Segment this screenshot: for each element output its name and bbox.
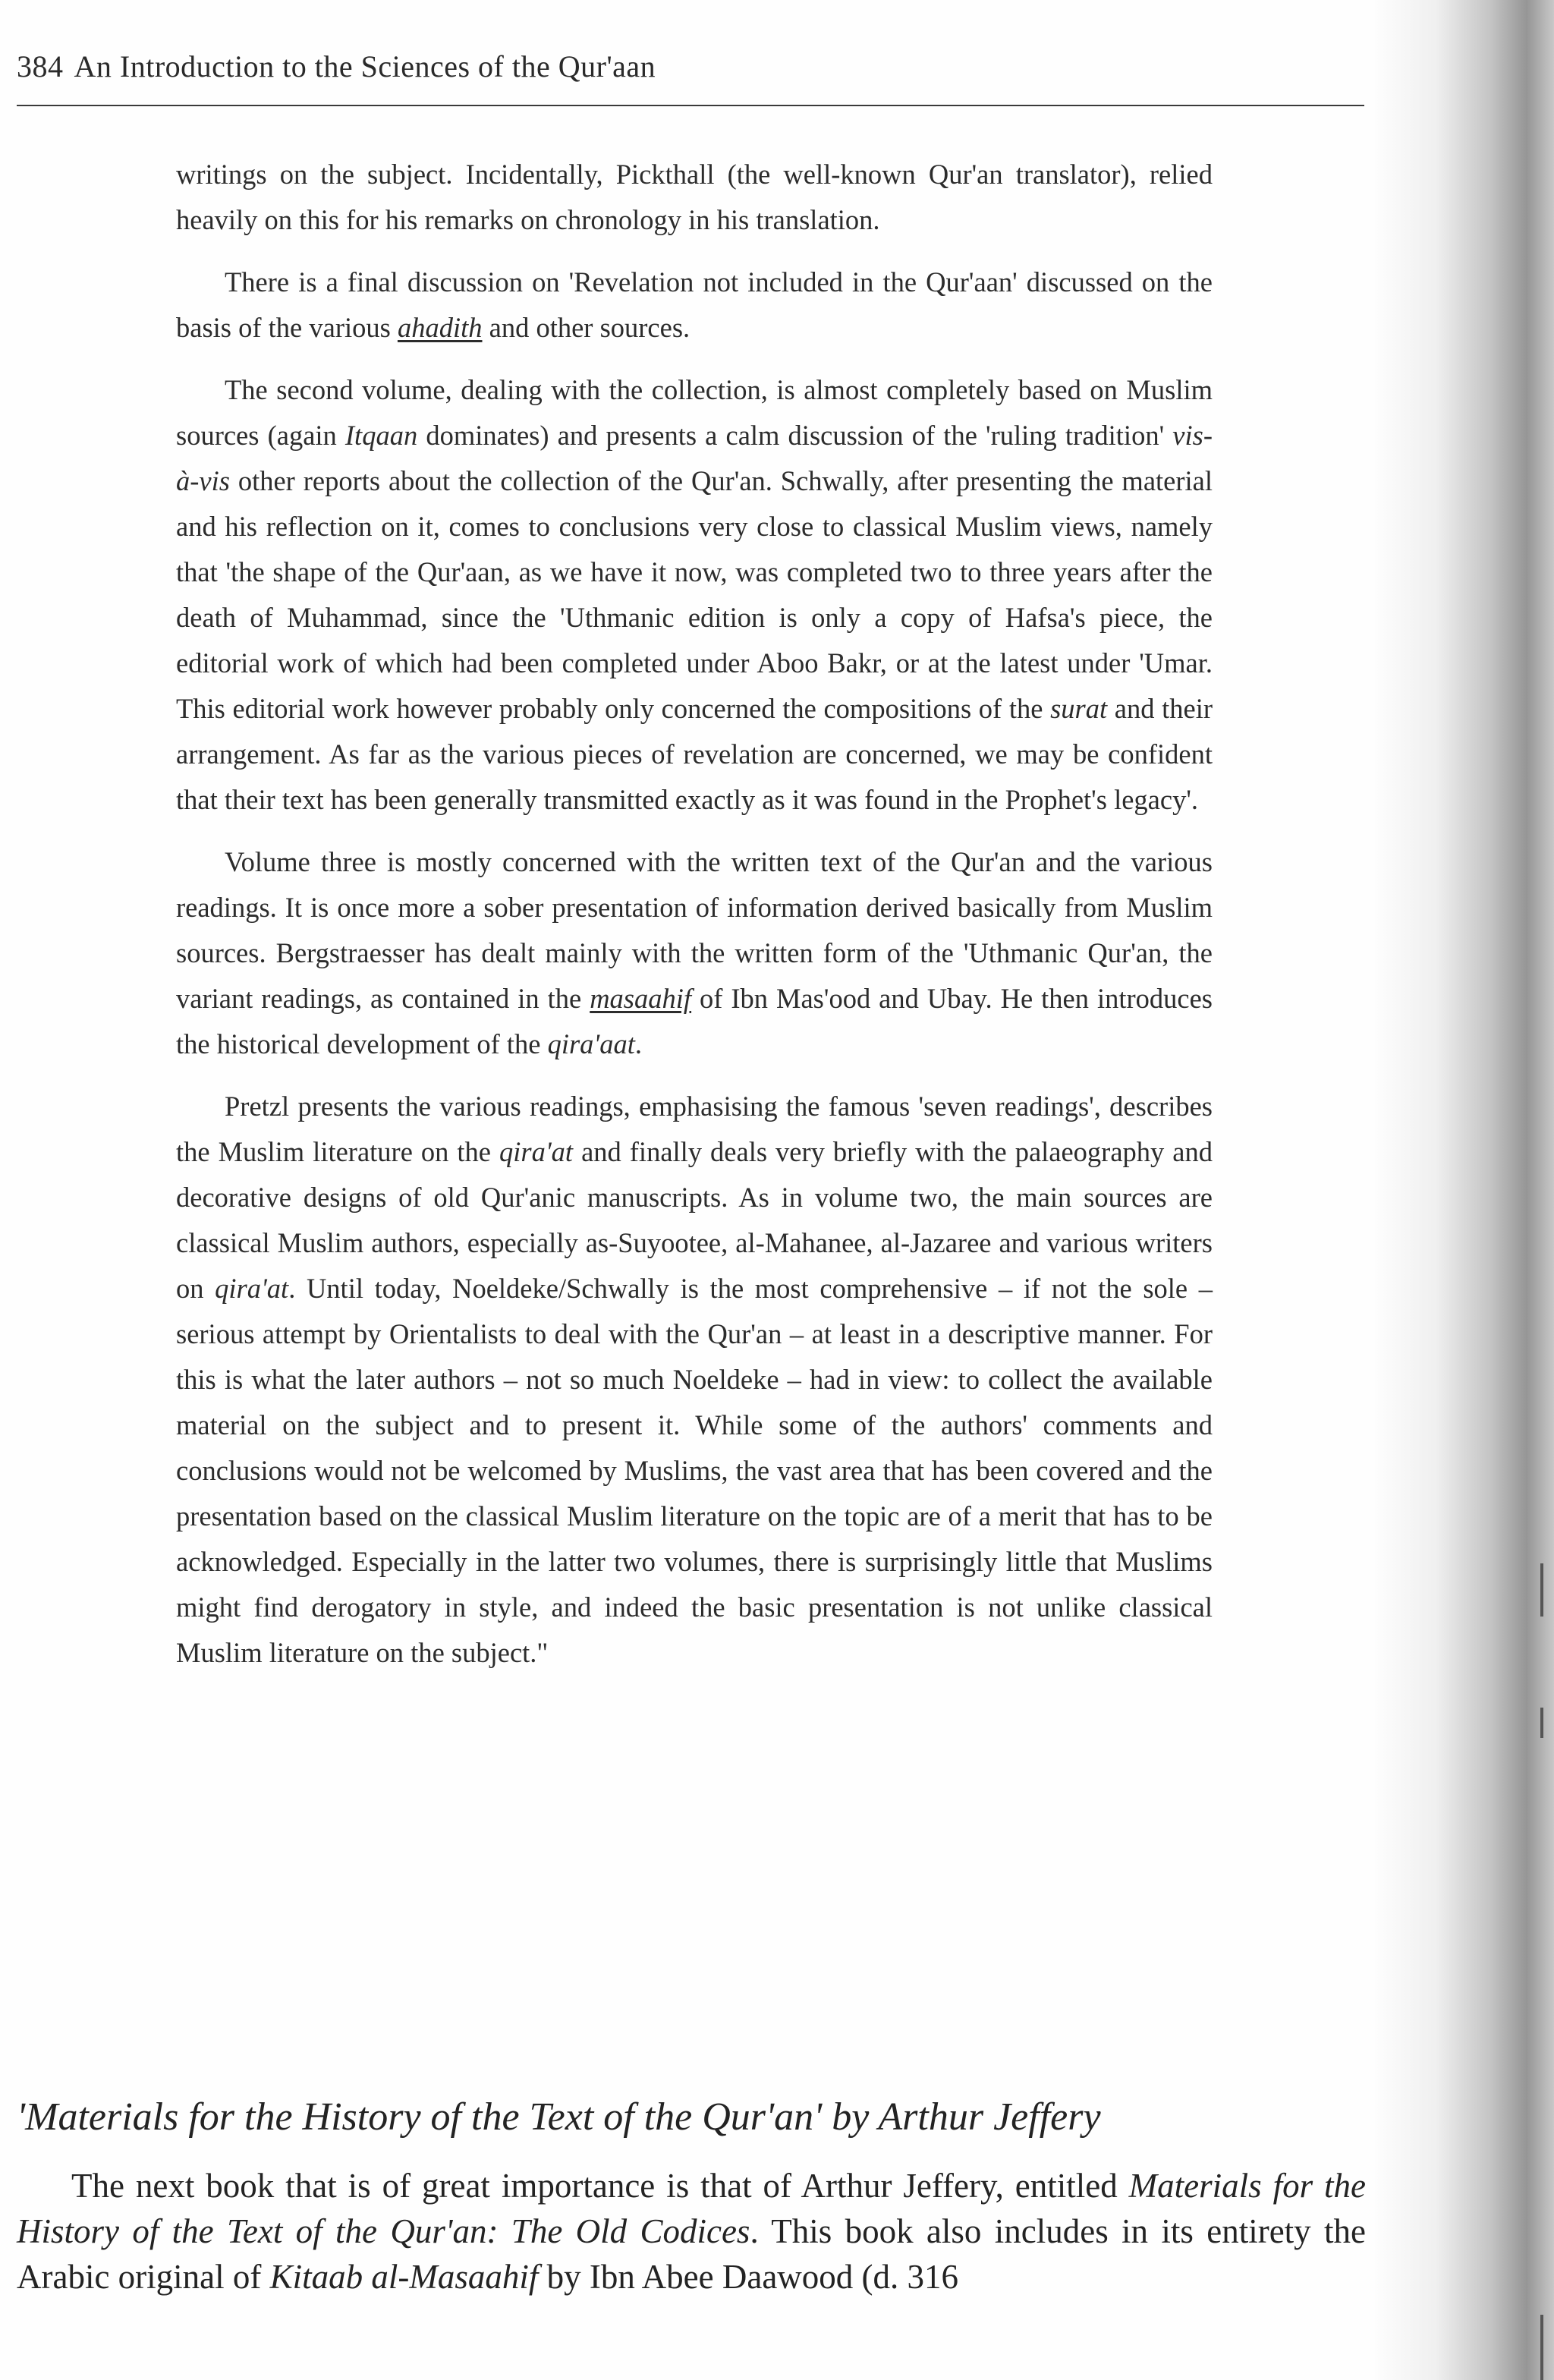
section-heading: 'Materials for the History of the Text of the Qur'an' by Arthur Jeffery	[17, 2095, 1101, 2139]
text-run: .	[634, 1028, 642, 1059]
quote-paragraph-1	[176, 152, 1213, 243]
italic-term: surat	[1050, 693, 1108, 724]
text-run: dominates) and presents a calm discussion of the 'ruling tradition'	[417, 420, 1173, 451]
text-run: other reports about the collection of the Qur'an. Schwally, after presenting the material and his reflection on it, comes to conclusions very close to classical Muslim views, namely that 'the shape of the Qur'aan, as we have it now, was completed two to three years after the death of Muhammad, since the 'Uthmanic edition is only a copy of Hafsa's piece, the editorial work of which had been completed under Aboo Bakr, or at the latest under 'Umar. This editorial work however probably only concerned the compositions of the	[176, 465, 1213, 724]
text-run: Volume three is mostly concerned with the written text of the Qur'an and the various readings. It is once more a sober presentation of information derived basically from Muslim sources. Bergstraesser has dealt mainly with the written form of the 'Uthmanic Qur'an, the variant readings, as contained in the	[176, 846, 1213, 1014]
quote-paragraph-4	[176, 839, 1213, 1067]
italic-term: Itqaan	[344, 420, 418, 451]
scan-margin-mark	[1540, 1708, 1543, 1738]
text-run: Pretzl presents the various readings, emphasising the famous 'seven readings', describes the Muslim literature on the	[176, 1091, 1213, 1167]
page-number: 384	[17, 49, 64, 83]
quote-paragraph-3	[176, 367, 1213, 823]
text-run: . This book also includes in its entirety the Arabic original of	[17, 2212, 1366, 2296]
text-run: by Ibn Abee Daawood (d. 316	[538, 2258, 959, 2296]
quote-paragraph-5	[176, 1084, 1213, 1676]
italic-term: ahadith	[397, 312, 483, 343]
scan-margin-mark	[1540, 2315, 1543, 2380]
text-run: The next book that is of great importance is that of Arthur Jeffery, entitled	[71, 2167, 1129, 2205]
body-paragraph-1	[17, 2163, 1366, 2300]
italic-term: masaahif	[590, 983, 692, 1014]
quote-paragraph-2	[176, 260, 1213, 351]
block-quote	[176, 152, 1213, 1692]
italic-title: Kitaab al-Masaahif	[269, 2258, 539, 2296]
italic-term: qira'at	[215, 1273, 289, 1304]
header-rule	[17, 105, 1364, 106]
italic-title: Materials for the History of the Text of the Qur'an: The Old Codices	[17, 2167, 1366, 2250]
text-run: and finally deals very briefly with the palaeography and decorative designs of old Qur'anic manuscripts. As in volume two, the main sources are classical Muslim authors, especially as-Suyootee, al-Mahanee, al-Jazaree and various writers on	[176, 1136, 1213, 1304]
text-run: . Until today, Noeldeke/Schwally is the most comprehensive – if not the sole – serious attempt by Orientalists to deal with the Qur'an – at least in a descriptive manner. For this is what the later authors – not so much Noeldeke – had in view: to collect the available material on the subject and to present it. While some of the authors' comments and conclusions would not be welcomed by Muslims, the vast area that has been covered and the presentation based on the classical Muslim literature on the topic are of a merit that has to be acknowledged. Especially in the latter two volumes, there is surprisingly little that Muslims might find derogatory in style, and indeed the basic presentation is not unlike classical Muslim literature on the subject."	[176, 1273, 1213, 1668]
italic-term: qira'at	[499, 1136, 574, 1167]
italic-term: qira'aat	[547, 1028, 635, 1059]
running-header	[17, 49, 656, 85]
text-run: and their arrangement. As far as the various pieces of revelation are concerned, we may be confident that their text has been generally transmitted exactly as it was found in the Prophet's legacy'.	[176, 693, 1213, 815]
body-text	[17, 2163, 1366, 2300]
running-title: An Introduction to the Sciences of the Qur'aan	[74, 49, 656, 83]
text-run: and other sources.	[482, 312, 690, 343]
text-run: writings on the subject. Incidentally, Pickthall (the well-known Qur'an translator), relied heavily on this for his remarks on chronology in his translation.	[176, 159, 1213, 235]
scan-gutter-shadow	[1372, 0, 1554, 2380]
text-run: There is a final discussion on 'Revelation not included in the Qur'aan' discussed on the basis of the various	[176, 266, 1213, 343]
text-run: of Ibn Mas'ood and Ubay. He then introduces the historical development of the	[176, 983, 1213, 1059]
scan-margin-mark	[1540, 1563, 1543, 1617]
text-run: The second volume, dealing with the collection, is almost completely based on Muslim sources (again	[176, 374, 1213, 451]
italic-term: vis-à-vis	[176, 420, 1213, 496]
